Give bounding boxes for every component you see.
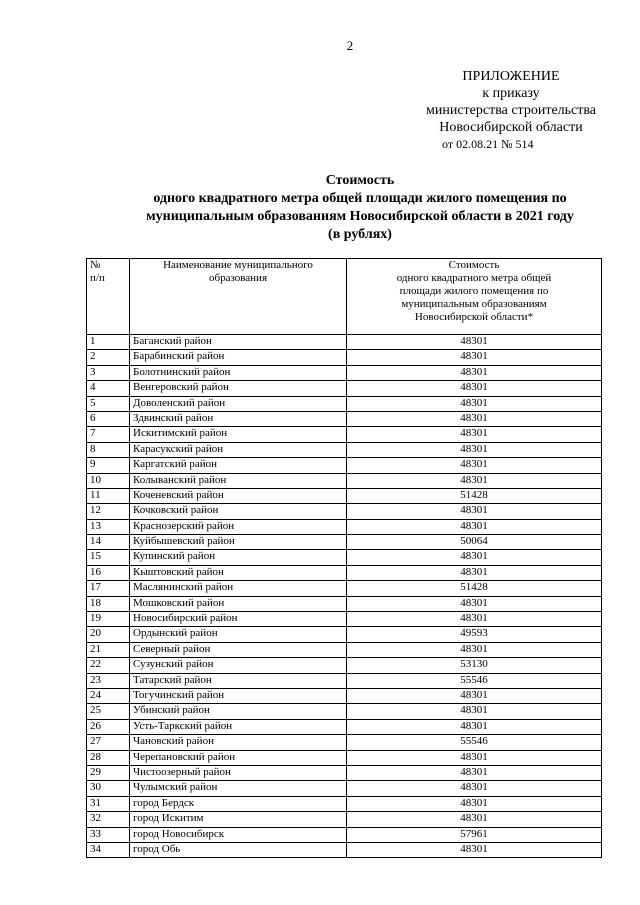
appendix-line-order: к приказу <box>482 86 540 101</box>
cell-number: 34 <box>87 842 130 857</box>
table-row <box>87 765 602 780</box>
cell-cost: 55546 <box>347 673 602 688</box>
cell-number: 17 <box>87 581 130 596</box>
cell-cost: 48301 <box>347 642 602 657</box>
table-row <box>87 781 602 796</box>
table-row <box>87 473 602 488</box>
header-name-line: Наименование муниципального <box>163 259 313 271</box>
table-row <box>87 381 602 396</box>
cell-number: 6 <box>87 411 130 426</box>
appendix-title: ПРИЛОЖЕНИЕ <box>462 69 560 84</box>
header-cost-line: муниципальным образованиям <box>401 298 547 310</box>
header-name-line: образования <box>208 272 268 284</box>
cell-municipality: Баганский район <box>130 335 347 350</box>
cell-municipality: Краснозерский район <box>130 519 347 534</box>
cell-cost: 48301 <box>347 781 602 796</box>
table-row <box>87 612 602 627</box>
table-body <box>87 335 602 858</box>
cell-number: 20 <box>87 627 130 642</box>
cell-municipality: Ордынский район <box>130 627 347 642</box>
cell-municipality: Чулымский район <box>130 781 347 796</box>
cell-number: 1 <box>87 335 130 350</box>
cell-cost: 48301 <box>347 704 602 719</box>
table-row <box>87 335 602 350</box>
cell-cost: 48301 <box>347 411 602 426</box>
cell-municipality: Колыванский район <box>130 473 347 488</box>
cell-municipality: город Новосибирск <box>130 827 347 842</box>
table-row <box>87 427 602 442</box>
cell-cost: 48301 <box>347 550 602 565</box>
cell-cost: 48301 <box>347 596 602 611</box>
cell-municipality: Новосибирский район <box>130 612 347 627</box>
cell-number: 21 <box>87 642 130 657</box>
table-row <box>87 565 602 580</box>
header-cost-line: площади жилого помещения по <box>399 285 549 297</box>
cell-number: 18 <box>87 596 130 611</box>
table-row <box>87 488 602 503</box>
title-line-1: Стоимость <box>325 173 395 188</box>
cell-cost: 48301 <box>347 335 602 350</box>
title-line-2: одного квадратного метра общей площади жилого помещения по <box>153 191 567 206</box>
cell-municipality: Карасукский район <box>130 442 347 457</box>
cell-cost: 48301 <box>347 427 602 442</box>
table-row <box>87 442 602 457</box>
cell-cost: 48301 <box>347 796 602 811</box>
table-row <box>87 581 602 596</box>
cell-municipality: Татарский район <box>130 673 347 688</box>
cell-number: 29 <box>87 765 130 780</box>
cell-municipality: Чистоозерный район <box>130 765 347 780</box>
cell-cost: 48301 <box>347 812 602 827</box>
table-row <box>87 396 602 411</box>
cell-cost: 50064 <box>347 535 602 550</box>
table-row <box>87 750 602 765</box>
table-row <box>87 550 602 565</box>
cell-number: 30 <box>87 781 130 796</box>
cell-number: 15 <box>87 550 130 565</box>
cell-cost: 48301 <box>347 504 602 519</box>
cell-municipality: Мошковский район <box>130 596 347 611</box>
appendix-line-ministry: министерства строительства <box>425 103 597 118</box>
cell-municipality: Куйбышевский район <box>130 535 347 550</box>
header-cost-line: Новосибирской области* <box>414 311 534 323</box>
cell-municipality: Каргатский район <box>130 458 347 473</box>
cell-number: 23 <box>87 673 130 688</box>
table-row <box>87 673 602 688</box>
table-row <box>87 642 602 657</box>
cell-number: 16 <box>87 565 130 580</box>
cell-cost: 48301 <box>347 688 602 703</box>
cell-number: 8 <box>87 442 130 457</box>
cell-municipality: город Бердск <box>130 796 347 811</box>
title-line-3: муниципальным образованиям Новосибирской области в 2021 году <box>146 209 574 224</box>
table-row <box>87 411 602 426</box>
table-row <box>87 704 602 719</box>
cell-number: 5 <box>87 396 130 411</box>
cell-cost: 48301 <box>347 842 602 857</box>
table-header-row <box>87 259 602 335</box>
cell-cost: 55546 <box>347 735 602 750</box>
table-row <box>87 827 602 842</box>
cell-number: 28 <box>87 750 130 765</box>
cell-number: 9 <box>87 458 130 473</box>
table-row <box>87 504 602 519</box>
cell-cost: 48301 <box>347 396 602 411</box>
cell-number: 33 <box>87 827 130 842</box>
cell-municipality: Сузунский район <box>130 658 347 673</box>
header-cost <box>347 259 602 335</box>
cell-municipality: Барабинский район <box>130 350 347 365</box>
table-row <box>87 842 602 857</box>
header-name <box>130 259 347 335</box>
page-number: 2 <box>346 38 354 53</box>
header-num <box>87 259 130 335</box>
cell-municipality: Болотнинский район <box>130 365 347 380</box>
table-row <box>87 458 602 473</box>
cell-municipality: Купинский район <box>130 550 347 565</box>
table-row <box>87 796 602 811</box>
cell-number: 25 <box>87 704 130 719</box>
appendix-line-region: Новосибирской области <box>439 120 583 135</box>
cell-number: 4 <box>87 381 130 396</box>
header-num-line: № <box>90 259 101 271</box>
table-row <box>87 596 602 611</box>
cell-municipality: Убинский район <box>130 704 347 719</box>
cell-cost: 48301 <box>347 765 602 780</box>
cell-number: 27 <box>87 735 130 750</box>
cell-number: 2 <box>87 350 130 365</box>
cell-cost: 48301 <box>347 442 602 457</box>
table-row <box>87 365 602 380</box>
cell-municipality: Здвинский район <box>130 411 347 426</box>
cell-number: 26 <box>87 719 130 734</box>
cell-number: 22 <box>87 658 130 673</box>
cell-municipality: город Искитим <box>130 812 347 827</box>
cell-municipality: Тогучинский район <box>130 688 347 703</box>
table-row <box>87 519 602 534</box>
cell-municipality: Маслянинский район <box>130 581 347 596</box>
header-cost-line: одного квадратного метра общей <box>396 272 552 284</box>
cell-number: 31 <box>87 796 130 811</box>
cell-number: 14 <box>87 535 130 550</box>
cell-cost: 48301 <box>347 612 602 627</box>
cell-number: 3 <box>87 365 130 380</box>
cell-cost: 48301 <box>347 719 602 734</box>
cell-cost: 48301 <box>347 750 602 765</box>
appendix-block <box>396 68 626 153</box>
cell-cost: 48301 <box>347 350 602 365</box>
table-row <box>87 735 602 750</box>
cell-cost: 53130 <box>347 658 602 673</box>
cell-cost: 48301 <box>347 381 602 396</box>
cell-municipality: Венгеровский район <box>130 381 347 396</box>
header-num-line: п/п <box>90 272 105 284</box>
document-title <box>80 172 640 244</box>
cell-cost: 48301 <box>347 519 602 534</box>
cell-municipality: город Обь <box>130 842 347 857</box>
table-row <box>87 719 602 734</box>
cell-number: 32 <box>87 812 130 827</box>
cell-municipality: Чановский район <box>130 735 347 750</box>
appendix-date: от 02.08.21 № 514 <box>442 137 534 151</box>
table-row <box>87 658 602 673</box>
cell-municipality: Доволенский район <box>130 396 347 411</box>
table-row <box>87 535 602 550</box>
cell-cost: 51428 <box>347 581 602 596</box>
cell-municipality: Искитимский район <box>130 427 347 442</box>
cell-number: 10 <box>87 473 130 488</box>
cell-cost: 57961 <box>347 827 602 842</box>
cell-municipality: Коченевский район <box>130 488 347 503</box>
table-row <box>87 627 602 642</box>
cell-number: 19 <box>87 612 130 627</box>
cell-cost: 49593 <box>347 627 602 642</box>
cost-table <box>86 258 602 858</box>
cell-cost: 48301 <box>347 458 602 473</box>
cell-municipality: Черепановский район <box>130 750 347 765</box>
header-cost-line: Стоимость <box>448 259 500 271</box>
cell-number: 12 <box>87 504 130 519</box>
cell-number: 13 <box>87 519 130 534</box>
cell-number: 7 <box>87 427 130 442</box>
cell-municipality: Кочковский район <box>130 504 347 519</box>
cell-cost: 48301 <box>347 473 602 488</box>
cell-number: 11 <box>87 488 130 503</box>
table-row <box>87 812 602 827</box>
cell-cost: 48301 <box>347 365 602 380</box>
table-row <box>87 350 602 365</box>
cell-cost: 48301 <box>347 565 602 580</box>
cell-number: 24 <box>87 688 130 703</box>
cell-cost: 51428 <box>347 488 602 503</box>
cell-municipality: Усть-Таркский район <box>130 719 347 734</box>
title-line-4: (в рублях) <box>328 227 392 242</box>
cell-municipality: Северный район <box>130 642 347 657</box>
cell-municipality: Кыштовский район <box>130 565 347 580</box>
table-row <box>87 688 602 703</box>
